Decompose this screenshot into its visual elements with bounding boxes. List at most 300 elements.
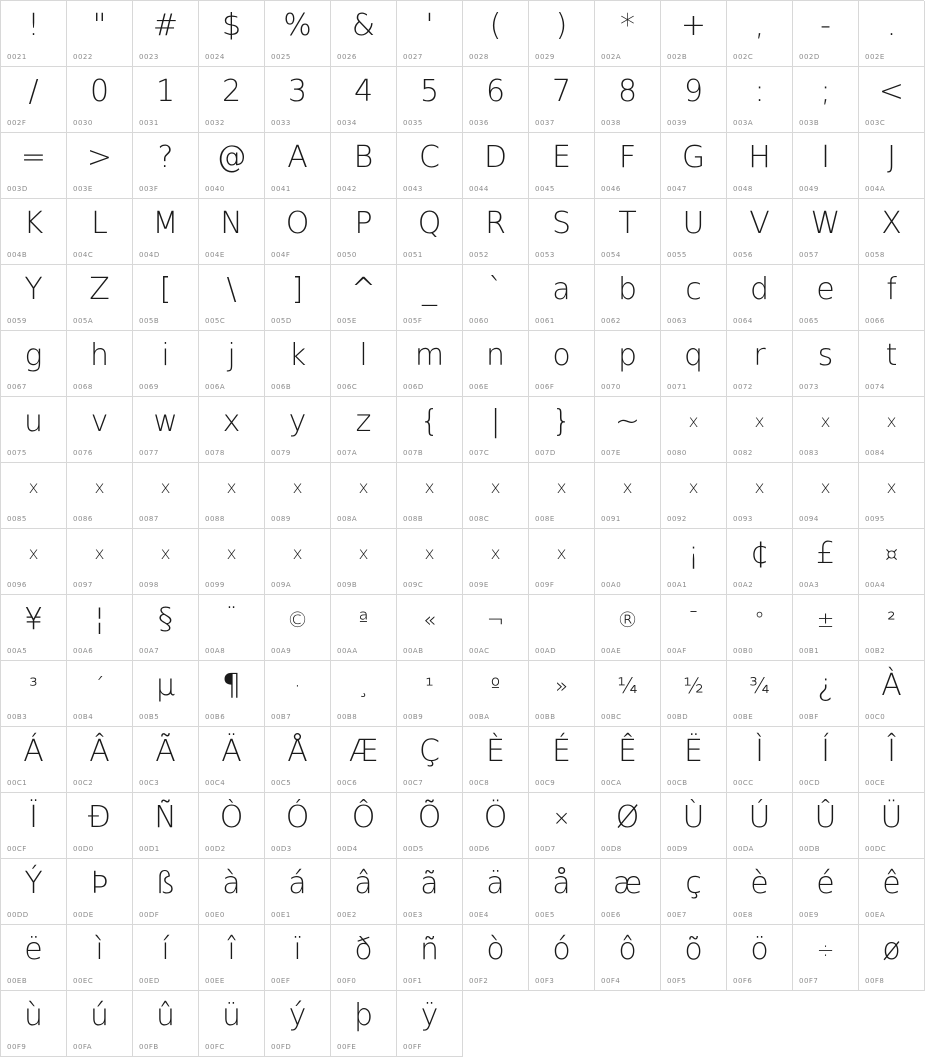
glyph-codepoint: 00D3 bbox=[271, 845, 292, 853]
glyph-character: á bbox=[288, 866, 307, 901]
glyph-cell[interactable] bbox=[727, 463, 793, 529]
glyph-cell[interactable] bbox=[661, 463, 727, 529]
glyph-character: Ä bbox=[221, 734, 242, 769]
glyph-cell[interactable] bbox=[463, 265, 529, 331]
glyph-character: à bbox=[222, 866, 241, 901]
glyph-cell[interactable] bbox=[397, 859, 463, 925]
glyph-cell[interactable] bbox=[265, 991, 331, 1057]
glyph-codepoint: 0043 bbox=[403, 185, 423, 193]
glyph-cell[interactable] bbox=[793, 661, 859, 727]
glyph-cell[interactable] bbox=[331, 463, 397, 529]
glyph-cell[interactable] bbox=[265, 133, 331, 199]
glyph-cell[interactable] bbox=[661, 67, 727, 133]
glyph-cell[interactable] bbox=[859, 661, 925, 727]
glyph-codepoint: 00CA bbox=[601, 779, 622, 787]
glyph-cell[interactable] bbox=[1, 1, 67, 67]
glyph-cell[interactable] bbox=[529, 331, 595, 397]
glyph-cell[interactable] bbox=[265, 727, 331, 793]
glyph-cell[interactable] bbox=[595, 595, 661, 661]
glyph-cell[interactable] bbox=[793, 727, 859, 793]
glyph-cell[interactable] bbox=[67, 199, 133, 265]
glyph-cell[interactable] bbox=[331, 925, 397, 991]
glyph-cell[interactable] bbox=[463, 529, 529, 595]
glyph-cell[interactable] bbox=[793, 331, 859, 397]
glyph-cell[interactable] bbox=[199, 397, 265, 463]
glyph-cell[interactable] bbox=[397, 661, 463, 727]
glyph-cell[interactable] bbox=[859, 67, 925, 133]
glyph-cell[interactable] bbox=[859, 859, 925, 925]
glyph-cell[interactable] bbox=[265, 793, 331, 859]
glyph-cell[interactable] bbox=[67, 397, 133, 463]
glyph-cell[interactable] bbox=[529, 397, 595, 463]
glyph-cell[interactable] bbox=[1, 991, 67, 1057]
glyph-cell[interactable] bbox=[595, 397, 661, 463]
glyph-cell[interactable] bbox=[265, 265, 331, 331]
glyph-codepoint: 0089 bbox=[271, 515, 291, 523]
glyph-character: g bbox=[24, 338, 43, 373]
glyph-cell[interactable] bbox=[133, 463, 199, 529]
glyph-codepoint: 00E4 bbox=[469, 911, 489, 919]
glyph-cell[interactable] bbox=[661, 529, 727, 595]
glyph-cell[interactable] bbox=[727, 793, 793, 859]
glyph-codepoint: 0059 bbox=[7, 317, 27, 325]
glyph-cell[interactable] bbox=[1, 859, 67, 925]
glyph-character: * bbox=[620, 8, 635, 43]
glyph-cell[interactable] bbox=[331, 199, 397, 265]
glyph-cell[interactable] bbox=[1, 925, 67, 991]
glyph-cell[interactable] bbox=[199, 265, 265, 331]
glyph-character: Þ bbox=[90, 866, 109, 901]
glyph-cell[interactable] bbox=[133, 397, 199, 463]
glyph-cell[interactable] bbox=[595, 265, 661, 331]
glyph-cell[interactable] bbox=[133, 133, 199, 199]
glyph-cell[interactable] bbox=[265, 1, 331, 67]
glyph-character: ý bbox=[288, 998, 307, 1033]
glyph-cell[interactable] bbox=[397, 67, 463, 133]
glyph-cell[interactable] bbox=[859, 397, 925, 463]
glyph-cell[interactable] bbox=[793, 397, 859, 463]
glyph-cell[interactable] bbox=[199, 793, 265, 859]
glyph-cell[interactable] bbox=[67, 727, 133, 793]
glyph-codepoint: 0064 bbox=[733, 317, 753, 325]
glyph-cell[interactable] bbox=[793, 463, 859, 529]
glyph-cell[interactable] bbox=[595, 331, 661, 397]
glyph-cell[interactable] bbox=[67, 67, 133, 133]
glyph-character: D bbox=[483, 140, 508, 175]
glyph-cell[interactable] bbox=[67, 925, 133, 991]
glyph-cell[interactable] bbox=[595, 661, 661, 727]
glyph-cell[interactable] bbox=[661, 661, 727, 727]
glyph-cell[interactable] bbox=[199, 199, 265, 265]
glyph-codepoint: 0052 bbox=[469, 251, 489, 259]
glyph-cell[interactable] bbox=[331, 529, 397, 595]
glyph-cell[interactable] bbox=[67, 463, 133, 529]
glyph-codepoint: 0065 bbox=[799, 317, 819, 325]
glyph-cell[interactable] bbox=[67, 793, 133, 859]
glyph-codepoint: 003D bbox=[7, 185, 28, 193]
glyph-character bbox=[529, 597, 594, 643]
glyph-cell[interactable] bbox=[397, 925, 463, 991]
glyph-codepoint: 00CF bbox=[7, 845, 27, 853]
glyph-cell[interactable] bbox=[265, 859, 331, 925]
glyph-cell[interactable] bbox=[67, 529, 133, 595]
glyph-cell[interactable] bbox=[859, 265, 925, 331]
glyph-codepoint: 00D6 bbox=[469, 845, 490, 853]
glyph-cell[interactable] bbox=[331, 595, 397, 661]
glyph-character: Â bbox=[89, 734, 110, 769]
glyph-cell[interactable] bbox=[529, 661, 595, 727]
glyph-cell[interactable] bbox=[133, 1, 199, 67]
glyph-cell[interactable] bbox=[1, 331, 67, 397]
glyph-codepoint: 00A1 bbox=[667, 581, 688, 589]
glyph-codepoint: 0042 bbox=[337, 185, 357, 193]
glyph-cell[interactable] bbox=[265, 661, 331, 727]
glyph-cell[interactable] bbox=[463, 67, 529, 133]
glyph-cell[interactable] bbox=[397, 265, 463, 331]
glyph-cell[interactable] bbox=[463, 397, 529, 463]
glyph-codepoint: 00BB bbox=[535, 713, 556, 721]
glyph-character: Ý bbox=[24, 866, 43, 901]
glyph-codepoint: 0049 bbox=[799, 185, 819, 193]
glyph-cell[interactable] bbox=[529, 727, 595, 793]
glyph-cell[interactable] bbox=[661, 925, 727, 991]
glyph-cell[interactable] bbox=[199, 133, 265, 199]
glyph-character: x bbox=[292, 478, 303, 498]
glyph-character: « bbox=[423, 608, 436, 632]
glyph-character: , bbox=[754, 8, 765, 43]
glyph-cell[interactable] bbox=[199, 727, 265, 793]
glyph-cell[interactable] bbox=[199, 925, 265, 991]
glyph-cell[interactable] bbox=[529, 859, 595, 925]
glyph-cell[interactable] bbox=[265, 199, 331, 265]
glyph-cell[interactable] bbox=[529, 199, 595, 265]
glyph-codepoint: 00A0 bbox=[601, 581, 622, 589]
glyph-character: é bbox=[816, 866, 835, 901]
glyph-cell[interactable] bbox=[727, 859, 793, 925]
glyph-codepoint: 006B bbox=[271, 383, 292, 391]
glyph-codepoint: 004F bbox=[271, 251, 291, 259]
glyph-cell[interactable] bbox=[661, 397, 727, 463]
glyph-cell[interactable] bbox=[265, 397, 331, 463]
glyph-codepoint: 004B bbox=[7, 251, 28, 259]
glyph-cell[interactable] bbox=[133, 925, 199, 991]
glyph-cell[interactable] bbox=[727, 199, 793, 265]
glyph-character: Å bbox=[287, 734, 308, 769]
glyph-cell[interactable] bbox=[859, 925, 925, 991]
glyph-character: ë bbox=[24, 932, 43, 967]
glyph-codepoint: 00C7 bbox=[403, 779, 424, 787]
glyph-cell[interactable] bbox=[67, 1, 133, 67]
glyph-cell[interactable] bbox=[199, 859, 265, 925]
glyph-character: x bbox=[28, 478, 39, 498]
glyph-cell[interactable] bbox=[661, 727, 727, 793]
glyph-cell[interactable] bbox=[793, 67, 859, 133]
glyph-cell[interactable] bbox=[661, 331, 727, 397]
glyph-cell[interactable] bbox=[331, 331, 397, 397]
glyph-cell[interactable] bbox=[265, 331, 331, 397]
glyph-cell[interactable] bbox=[1, 397, 67, 463]
glyph-cell[interactable] bbox=[1, 727, 67, 793]
glyph-cell[interactable] bbox=[463, 925, 529, 991]
glyph-cell[interactable] bbox=[529, 67, 595, 133]
glyph-cell[interactable] bbox=[463, 859, 529, 925]
glyph-cell[interactable] bbox=[1, 595, 67, 661]
glyph-codepoint: 006A bbox=[205, 383, 226, 391]
glyph-codepoint: 0044 bbox=[469, 185, 489, 193]
glyph-cell[interactable] bbox=[859, 727, 925, 793]
glyph-cell[interactable] bbox=[133, 199, 199, 265]
glyph-cell[interactable] bbox=[793, 199, 859, 265]
glyph-cell[interactable] bbox=[331, 133, 397, 199]
glyph-character: 2 bbox=[221, 74, 242, 109]
glyph-character: ¸ bbox=[358, 674, 369, 698]
glyph-character: ? bbox=[157, 140, 174, 175]
glyph-cell[interactable] bbox=[727, 595, 793, 661]
glyph-cell[interactable] bbox=[661, 1, 727, 67]
glyph-cell[interactable] bbox=[727, 265, 793, 331]
glyph-cell[interactable] bbox=[67, 661, 133, 727]
glyph-codepoint: 00E7 bbox=[667, 911, 687, 919]
glyph-cell[interactable] bbox=[331, 265, 397, 331]
glyph-character: x bbox=[226, 478, 237, 498]
glyph-cell[interactable] bbox=[595, 133, 661, 199]
glyph-cell[interactable] bbox=[793, 859, 859, 925]
glyph-cell[interactable] bbox=[199, 331, 265, 397]
glyph-cell[interactable] bbox=[793, 793, 859, 859]
glyph-cell[interactable] bbox=[793, 1, 859, 67]
glyph-cell[interactable] bbox=[265, 463, 331, 529]
glyph-cell[interactable] bbox=[265, 595, 331, 661]
glyph-codepoint: 0097 bbox=[73, 581, 93, 589]
glyph-cell[interactable] bbox=[1, 661, 67, 727]
glyph-cell[interactable] bbox=[529, 793, 595, 859]
glyph-cell[interactable] bbox=[1, 529, 67, 595]
glyph-cell[interactable] bbox=[1, 133, 67, 199]
glyph-cell[interactable] bbox=[727, 529, 793, 595]
glyph-cell[interactable] bbox=[595, 463, 661, 529]
glyph-cell[interactable] bbox=[67, 595, 133, 661]
glyph-cell[interactable] bbox=[859, 463, 925, 529]
glyph-cell[interactable] bbox=[529, 529, 595, 595]
glyph-cell[interactable] bbox=[727, 67, 793, 133]
glyph-cell[interactable] bbox=[67, 991, 133, 1057]
glyph-cell[interactable] bbox=[265, 67, 331, 133]
glyph-cell[interactable] bbox=[595, 1, 661, 67]
glyph-cell[interactable] bbox=[727, 727, 793, 793]
glyph-cell[interactable] bbox=[133, 67, 199, 133]
glyph-cell[interactable] bbox=[199, 463, 265, 529]
glyph-cell[interactable] bbox=[859, 595, 925, 661]
glyph-cell[interactable] bbox=[859, 793, 925, 859]
glyph-codepoint: 0024 bbox=[205, 53, 225, 61]
glyph-cell[interactable] bbox=[727, 397, 793, 463]
glyph-cell[interactable] bbox=[199, 1, 265, 67]
glyph-cell[interactable] bbox=[1, 199, 67, 265]
glyph-cell[interactable] bbox=[463, 463, 529, 529]
glyph-cell[interactable] bbox=[727, 661, 793, 727]
glyph-cell[interactable] bbox=[397, 991, 463, 1057]
glyph-cell[interactable] bbox=[661, 793, 727, 859]
glyph-codepoint: 002D bbox=[799, 53, 820, 61]
glyph-codepoint: 00E9 bbox=[799, 911, 819, 919]
glyph-cell[interactable] bbox=[331, 661, 397, 727]
glyph-cell[interactable] bbox=[595, 199, 661, 265]
glyph-cell[interactable] bbox=[397, 793, 463, 859]
glyph-cell[interactable] bbox=[133, 727, 199, 793]
glyph-cell[interactable] bbox=[595, 793, 661, 859]
glyph-cell[interactable] bbox=[463, 727, 529, 793]
glyph-cell[interactable] bbox=[463, 793, 529, 859]
glyph-cell[interactable] bbox=[199, 67, 265, 133]
glyph-character: ] bbox=[291, 272, 304, 307]
glyph-cell[interactable] bbox=[595, 859, 661, 925]
glyph-cell[interactable] bbox=[1, 463, 67, 529]
glyph-cell[interactable] bbox=[529, 265, 595, 331]
glyph-cell[interactable] bbox=[595, 727, 661, 793]
glyph-cell[interactable] bbox=[67, 133, 133, 199]
glyph-cell[interactable] bbox=[661, 265, 727, 331]
glyph-cell[interactable] bbox=[331, 991, 397, 1057]
glyph-character: ( bbox=[489, 8, 502, 43]
glyph-cell[interactable] bbox=[463, 1, 529, 67]
glyph-cell[interactable] bbox=[793, 595, 859, 661]
glyph-cell[interactable] bbox=[397, 397, 463, 463]
glyph-cell[interactable] bbox=[529, 925, 595, 991]
glyph-cell[interactable] bbox=[133, 661, 199, 727]
glyph-cell[interactable] bbox=[727, 925, 793, 991]
glyph-cell[interactable] bbox=[793, 133, 859, 199]
glyph-cell[interactable] bbox=[397, 199, 463, 265]
glyph-cell[interactable] bbox=[727, 133, 793, 199]
glyph-cell[interactable] bbox=[331, 397, 397, 463]
glyph-character: h bbox=[89, 338, 109, 373]
glyph-codepoint: 008C bbox=[469, 515, 490, 523]
glyph-cell[interactable] bbox=[133, 529, 199, 595]
glyph-codepoint: 005C bbox=[205, 317, 226, 325]
glyph-cell[interactable] bbox=[397, 529, 463, 595]
glyph-codepoint: 00FC bbox=[205, 1043, 225, 1051]
glyph-cell[interactable] bbox=[529, 595, 595, 661]
glyph-cell[interactable] bbox=[67, 331, 133, 397]
glyph-cell[interactable] bbox=[331, 793, 397, 859]
glyph-cell[interactable] bbox=[859, 331, 925, 397]
glyph-cell[interactable] bbox=[133, 793, 199, 859]
glyph-cell[interactable] bbox=[265, 529, 331, 595]
glyph-cell[interactable] bbox=[331, 859, 397, 925]
glyph-cell[interactable] bbox=[397, 1, 463, 67]
glyph-cell[interactable] bbox=[727, 331, 793, 397]
glyph-cell[interactable] bbox=[859, 199, 925, 265]
glyph-cell[interactable] bbox=[595, 529, 661, 595]
glyph-cell[interactable] bbox=[67, 265, 133, 331]
glyph-cell[interactable] bbox=[199, 529, 265, 595]
glyph-cell[interactable] bbox=[595, 925, 661, 991]
glyph-cell[interactable] bbox=[331, 727, 397, 793]
glyph-cell[interactable] bbox=[463, 331, 529, 397]
glyph-cell[interactable] bbox=[331, 67, 397, 133]
glyph-cell[interactable] bbox=[397, 331, 463, 397]
glyph-codepoint: 00F6 bbox=[733, 977, 753, 985]
glyph-cell[interactable] bbox=[265, 925, 331, 991]
glyph-cell[interactable] bbox=[463, 595, 529, 661]
glyph-cell[interactable] bbox=[397, 463, 463, 529]
glyph-character: ü bbox=[221, 998, 241, 1033]
glyph-cell[interactable] bbox=[793, 925, 859, 991]
glyph-character: f bbox=[886, 272, 897, 307]
glyph-character: } bbox=[551, 404, 572, 439]
glyph-character: ¬ bbox=[486, 608, 505, 632]
glyph-character: À bbox=[881, 668, 902, 703]
glyph-cell[interactable] bbox=[529, 463, 595, 529]
glyph-codepoint: 0063 bbox=[667, 317, 687, 325]
glyph-codepoint: 0054 bbox=[601, 251, 621, 259]
glyph-cell[interactable] bbox=[727, 1, 793, 67]
glyph-character: : bbox=[754, 74, 765, 109]
glyph-codepoint: 005E bbox=[337, 317, 357, 325]
glyph-cell[interactable] bbox=[793, 529, 859, 595]
glyph-cell[interactable] bbox=[529, 133, 595, 199]
glyph-cell[interactable] bbox=[1, 67, 67, 133]
glyph-character: ± bbox=[816, 608, 835, 632]
glyph-codepoint: 009B bbox=[337, 581, 358, 589]
glyph-character: â bbox=[354, 866, 373, 901]
glyph-cell[interactable] bbox=[859, 529, 925, 595]
glyph-character: × bbox=[552, 806, 571, 830]
glyph-cell[interactable] bbox=[793, 265, 859, 331]
glyph-cell[interactable] bbox=[1, 265, 67, 331]
glyph-cell[interactable] bbox=[1, 793, 67, 859]
glyph-codepoint: 00FD bbox=[271, 1043, 292, 1051]
glyph-cell[interactable] bbox=[661, 595, 727, 661]
glyph-cell[interactable] bbox=[133, 265, 199, 331]
glyph-character: Z bbox=[89, 272, 110, 307]
glyph-codepoint: 00A3 bbox=[799, 581, 820, 589]
glyph-cell[interactable] bbox=[859, 1, 925, 67]
glyph-codepoint: 00C8 bbox=[469, 779, 490, 787]
glyph-codepoint: 00B0 bbox=[733, 647, 754, 655]
glyph-cell[interactable] bbox=[529, 1, 595, 67]
glyph-cell[interactable] bbox=[463, 199, 529, 265]
glyph-cell[interactable] bbox=[397, 133, 463, 199]
glyph-cell[interactable] bbox=[133, 331, 199, 397]
glyph-character: Ë bbox=[684, 734, 703, 769]
glyph-cell[interactable] bbox=[331, 1, 397, 67]
glyph-cell[interactable] bbox=[199, 661, 265, 727]
glyph-cell[interactable] bbox=[397, 727, 463, 793]
glyph-character: É bbox=[552, 734, 571, 769]
glyph-codepoint: 009A bbox=[271, 581, 292, 589]
glyph-cell[interactable] bbox=[463, 133, 529, 199]
glyph-cell[interactable] bbox=[397, 595, 463, 661]
glyph-cell[interactable] bbox=[661, 133, 727, 199]
glyph-cell[interactable] bbox=[661, 199, 727, 265]
glyph-cell[interactable] bbox=[133, 991, 199, 1057]
glyph-cell[interactable] bbox=[661, 859, 727, 925]
glyph-cell[interactable] bbox=[133, 859, 199, 925]
glyph-cell[interactable] bbox=[67, 859, 133, 925]
glyph-codepoint: 0037 bbox=[535, 119, 555, 127]
glyph-cell[interactable] bbox=[199, 595, 265, 661]
glyph-codepoint: 00D4 bbox=[337, 845, 358, 853]
glyph-cell[interactable] bbox=[133, 595, 199, 661]
glyph-cell[interactable] bbox=[595, 67, 661, 133]
glyph-character: x bbox=[886, 478, 897, 498]
glyph-character: ß bbox=[155, 866, 176, 901]
glyph-cell[interactable] bbox=[859, 133, 925, 199]
glyph-codepoint: 00A9 bbox=[271, 647, 292, 655]
glyph-cell[interactable] bbox=[463, 661, 529, 727]
glyph-cell[interactable] bbox=[199, 991, 265, 1057]
